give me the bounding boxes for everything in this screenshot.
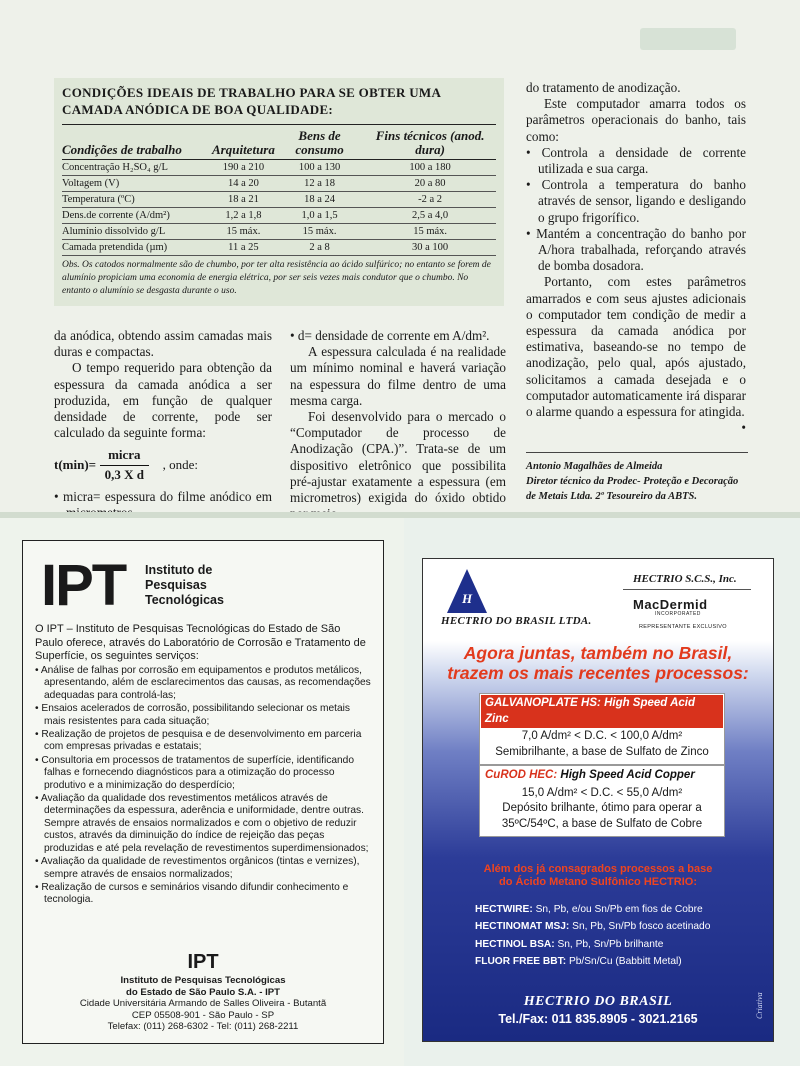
table-cell: 1,2 a 1,8 bbox=[212, 208, 275, 224]
formula-numerator: micra bbox=[100, 447, 148, 465]
header-fins-tecnicos: Fins técnicos (anod. dura) bbox=[364, 125, 496, 160]
hectrio-phone: Tel./Fax: 011 835.8905 - 3021.2165 bbox=[498, 1012, 698, 1026]
process-name: HECTWIRE: bbox=[475, 904, 533, 915]
table-cell: 12 a 18 bbox=[275, 176, 364, 192]
table-cell: 2,5 a 4,0 bbox=[364, 208, 496, 224]
table-cell: 15 máx. bbox=[212, 224, 275, 240]
col2-paragraph-2: Foi desenvolvido para o mercado o “Computador de processo de Anodização (CPA.)”. Trata-se de um dispositivo eletrônico que possibilita pré-ajustar exatamente a espessura (em micrometros) exigida do óxido obtido bbox=[290, 409, 506, 506]
table-cell: 100 a 180 bbox=[364, 160, 496, 176]
table-cell: 2 a 8 bbox=[275, 240, 364, 256]
process-list-item bbox=[475, 953, 710, 970]
agency-credit: Criativa bbox=[755, 992, 764, 1019]
author-block bbox=[526, 452, 748, 504]
table-cell: 15 máx. bbox=[275, 224, 364, 240]
ipt-service-item: • Avaliação da qualidade de revestimentos orgânicos (tintas e vernizes), sempre através de ensaios normalizados; bbox=[35, 856, 360, 880]
table-cell: Camada pretendida (µm) bbox=[62, 240, 212, 256]
table-cell: Temperatura (ºC) bbox=[62, 192, 212, 208]
ipt-intro: O IPT – Instituto de Pesquisas Tecnológicas do Estado de São Paulo oferece, através do Laboratório de Corrosão e Tratamento de Superfície, os seguintes serviços: bbox=[35, 623, 366, 662]
product2-desc: High Speed Acid Copper bbox=[560, 769, 695, 781]
table-cell: 190 a 210 bbox=[212, 160, 275, 176]
formula-onde: , onde: bbox=[162, 457, 198, 473]
product-box-curod bbox=[479, 765, 725, 837]
ipt-footer-address: Instituto de Pesquisas Tecnológicas do Estado de São Paulo S.A. - IPT Cidade Universitária Armando de Salles Oliveira - Butantã CEP 05508-901 - São Paulo - SP Telefax: (011) 268-6302 - Tel: (011) 268-2211 bbox=[79, 975, 327, 1032]
col3-bullet: • Mantém a concentração do banho por A/hora trabalhada, reforçando através de bomba dosadora. bbox=[526, 225, 746, 274]
table-header-row bbox=[62, 125, 496, 160]
article-page bbox=[0, 0, 800, 512]
section-badge bbox=[640, 28, 736, 50]
header-arquitetura: Arquitetura bbox=[212, 125, 275, 160]
conditions-table bbox=[62, 125, 496, 256]
process-name: HECTINOMAT MSJ: bbox=[475, 921, 570, 933]
hectrio-process-list bbox=[475, 901, 710, 970]
hectrio-scs-brand: HECTRIO S.C.S., Inc. bbox=[633, 573, 737, 585]
ipt-logo: IPT bbox=[41, 553, 126, 618]
article-end-mark: • bbox=[741, 420, 746, 436]
ipt-footer-logo: IPT bbox=[187, 951, 219, 973]
table-cell: 20 a 80 bbox=[364, 176, 496, 192]
hectrio-logo-letter: H bbox=[462, 591, 473, 606]
ipt-service-item: • Análise de falhas por corrosão em equipamentos e produtos metálicos, apresentando, além de esclarecimentos das causas, as recomendações adequadas para controlá-las; bbox=[35, 665, 371, 701]
ipt-ad-frame bbox=[22, 540, 384, 1044]
product-box-galvanoplate bbox=[479, 693, 725, 765]
author-name: Antonio Magalhães de Almeida bbox=[526, 461, 663, 472]
product1-line2: Semibrilhante, a base de Sulfato de Zinco bbox=[495, 745, 709, 758]
table-cell: 30 a 100 bbox=[364, 240, 496, 256]
ipt-service-item: • Ensaios acelerados de corrosão, possibilitando selecionar os metais mais resistentes para cada situação; bbox=[35, 703, 351, 727]
ipt-services-list bbox=[35, 665, 371, 908]
macdermid-logo: MacDermid bbox=[633, 597, 708, 612]
col3-paragraph-0: do tratamento de anodização. bbox=[526, 80, 681, 95]
ipt-service-item: • Realização de cursos e seminários visando difundir conhecimento e tecnologia. bbox=[35, 881, 349, 906]
table-row bbox=[62, 160, 496, 176]
hectrio-ad-frame bbox=[422, 558, 774, 1042]
ipt-advertisement bbox=[0, 518, 404, 1066]
table-cell: 100 a 130 bbox=[275, 160, 364, 176]
col2-paragraph-1: A espessura calculada é na realidade um mínimo nominal e haverá variação na espessura do filme dentro de uma mesma carga. bbox=[290, 344, 506, 408]
col2-bullet: • d= densidade de corrente em A/dm². bbox=[290, 328, 490, 343]
col1-paragraph-1: da anódica, obtendo assim camadas mais duras e compactas. bbox=[54, 328, 272, 360]
product2-line3: 35ºC/54ºC, a base de Sulfato de Cobre bbox=[501, 817, 703, 830]
product2-line2: Depósito brilhante, ótimo para operar a bbox=[502, 802, 702, 814]
table-cell: 15 máx. bbox=[364, 224, 496, 240]
col3-paragraph-1: Este computador amarra todos os parâmetros operacionais do banho, tais como: bbox=[526, 96, 746, 144]
table-observation: Obs. Os catodos normalmente são de chumbo, por ter alta resistência ao ácido sulfúrico; no entanto se forem de alumínio propiciam uma economia de energia elétrica, por ser seis vezes mais condutor que o chumbo. No entanto o alumínio se desgasta durante o uso. bbox=[62, 260, 491, 296]
ipt-service-item: • Consultoria em processos de tratamentos de superfície, identificando falhas e fornecendo diagnósticos para a otimização do processo produtivo e a minimização do desperdício; bbox=[35, 754, 354, 791]
table-cell: 18 a 21 bbox=[212, 192, 275, 208]
formula-lhs: t(min)= bbox=[54, 457, 97, 473]
thickness-formula bbox=[54, 447, 272, 482]
table-row bbox=[62, 240, 496, 256]
header-bens-consumo: Bens de consumo bbox=[275, 125, 364, 160]
process-list-item bbox=[475, 918, 710, 935]
process-desc: Pb/Sn/Cu (Babbitt Metal) bbox=[568, 955, 682, 967]
table-cell: Alumínio dissolvido g/L bbox=[62, 224, 212, 240]
table-cell: Dens.de corrente (A/dm²) bbox=[62, 208, 212, 224]
author-role: Diretor técnico da Prodec- Proteção e Decoração de Metais Ltda. 2º Tesoureiro da ABTS. bbox=[526, 476, 739, 502]
process-list-item bbox=[475, 936, 710, 953]
table-cell: 11 a 25 bbox=[212, 240, 275, 256]
col1-paragraph-2: O tempo requerido para obtenção da espessura da camada anódica a ser produzida, em função de qualquer densidade de corrente, pode ser calculado da seguinte forma: bbox=[54, 360, 272, 441]
process-desc: Sn, Pb, Sn/Pb brilhante bbox=[557, 938, 664, 950]
col3-paragraph-2: Portanto, com estes parâmetros amarrados e com seus ajustes adicionais o computador tem condição de medir a espessura da camada anódica por estimativa, baseando-se no tempo de anodização, pelo qual, após ajustado, solicitamos a camada desejada e o computador automaticamente irá disparar o alarme quando a espessura for atingida. • bbox=[526, 274, 746, 436]
table-cell: 18 a 24 bbox=[275, 192, 364, 208]
ipt-service-item: • Avaliação da qualidade dos revestimentos metálicos através de determinações da espessura, aderência e uniformidade, dentre outras. Sempre através de ensaios normalizados e com o objetivo de reduzir custos, através da diminuição do índice de rejeição das peças produzidas e até pela revelação de revestimentos superdimensionados; bbox=[35, 793, 369, 854]
process-desc: Sn, Pb, e/ou Sn/Pb em fios de Cobre bbox=[535, 904, 703, 915]
table-row bbox=[62, 224, 496, 240]
product1-desc: High Speed Acid Zinc bbox=[485, 697, 696, 725]
process-desc: Sn, Pb, Sn/Pb fosco acetinado bbox=[572, 921, 711, 933]
table-cell: Concentração H₂SO₄ g/L bbox=[62, 160, 212, 176]
table-cell: 14 a 20 bbox=[212, 176, 275, 192]
product2-line1: 15,0 A/dm² < D.C. < 55,0 A/dm² bbox=[521, 786, 683, 799]
table-cell: -2 a 2 bbox=[364, 192, 496, 208]
table-row bbox=[62, 176, 496, 192]
table-cell: Voltagem (V) bbox=[62, 176, 212, 192]
product1-line1: 7,0 A/dm² < D.C. < 100,0 A/dm² bbox=[521, 730, 683, 742]
col3-bullet: • Controla a temperatura do banho através de sensor, ligando e desligando o grupo frigorífico. bbox=[526, 177, 746, 225]
header-conditions: Condições de trabalho bbox=[62, 125, 212, 160]
exclusive-rep-label: REPRESENTANTE EXCLUSIVO bbox=[639, 624, 727, 630]
process-list-item bbox=[475, 901, 710, 918]
table-title: CONDIÇÕES IDEAIS DE TRABALHO PARA SE OBTER UMA CAMADA ANÓDICA DE BOA QUALIDADE: bbox=[62, 85, 441, 117]
product1-name: GALVANOPLATE HS: bbox=[485, 697, 601, 709]
article-column-3 bbox=[526, 80, 746, 436]
table-row bbox=[62, 208, 496, 224]
article-column-1 bbox=[54, 328, 272, 521]
product2-name: CuROD HEC: bbox=[485, 769, 558, 781]
hectrio-brasil-brand: HECTRIO DO BRASIL LTDA. bbox=[441, 615, 592, 627]
ipt-service-item: • Realização de projetos de pesquisa e de desenvolvimento em parceria com empresas privadas e estatais; bbox=[35, 729, 362, 753]
ipt-full-name: Instituto de Pesquisas Tecnológicas bbox=[145, 563, 224, 607]
macdermid-sub: INCORPORATED bbox=[655, 611, 701, 617]
article-column-2 bbox=[290, 328, 506, 522]
conditions-table-box bbox=[54, 78, 504, 306]
table-row bbox=[62, 192, 496, 208]
col1-bullet: • micra= espessura do filme anódico em bbox=[54, 488, 272, 504]
process-name: FLUOR FREE BBT: bbox=[475, 955, 567, 967]
table-cell: 1,0 a 1,5 bbox=[275, 208, 364, 224]
formula-denominator: 0,3 X d bbox=[104, 466, 144, 482]
process-name: HECTINOL BSA: bbox=[475, 938, 555, 950]
col3-bullet: • Controla a densidade de corrente utilizada e sua carga. bbox=[526, 144, 746, 177]
hectrio-mid-text: Além dos já consagrados processos a base do Ácido Metano Sulfônico HECTRIO: bbox=[483, 863, 713, 888]
hectrio-footer-brand: HECTRIO DO BRASIL bbox=[523, 994, 673, 1009]
hectrio-headline: Agora juntas, também no Brasil, trazem os mais recentes processos: bbox=[447, 643, 749, 683]
hectrio-advertisement bbox=[404, 518, 800, 1066]
